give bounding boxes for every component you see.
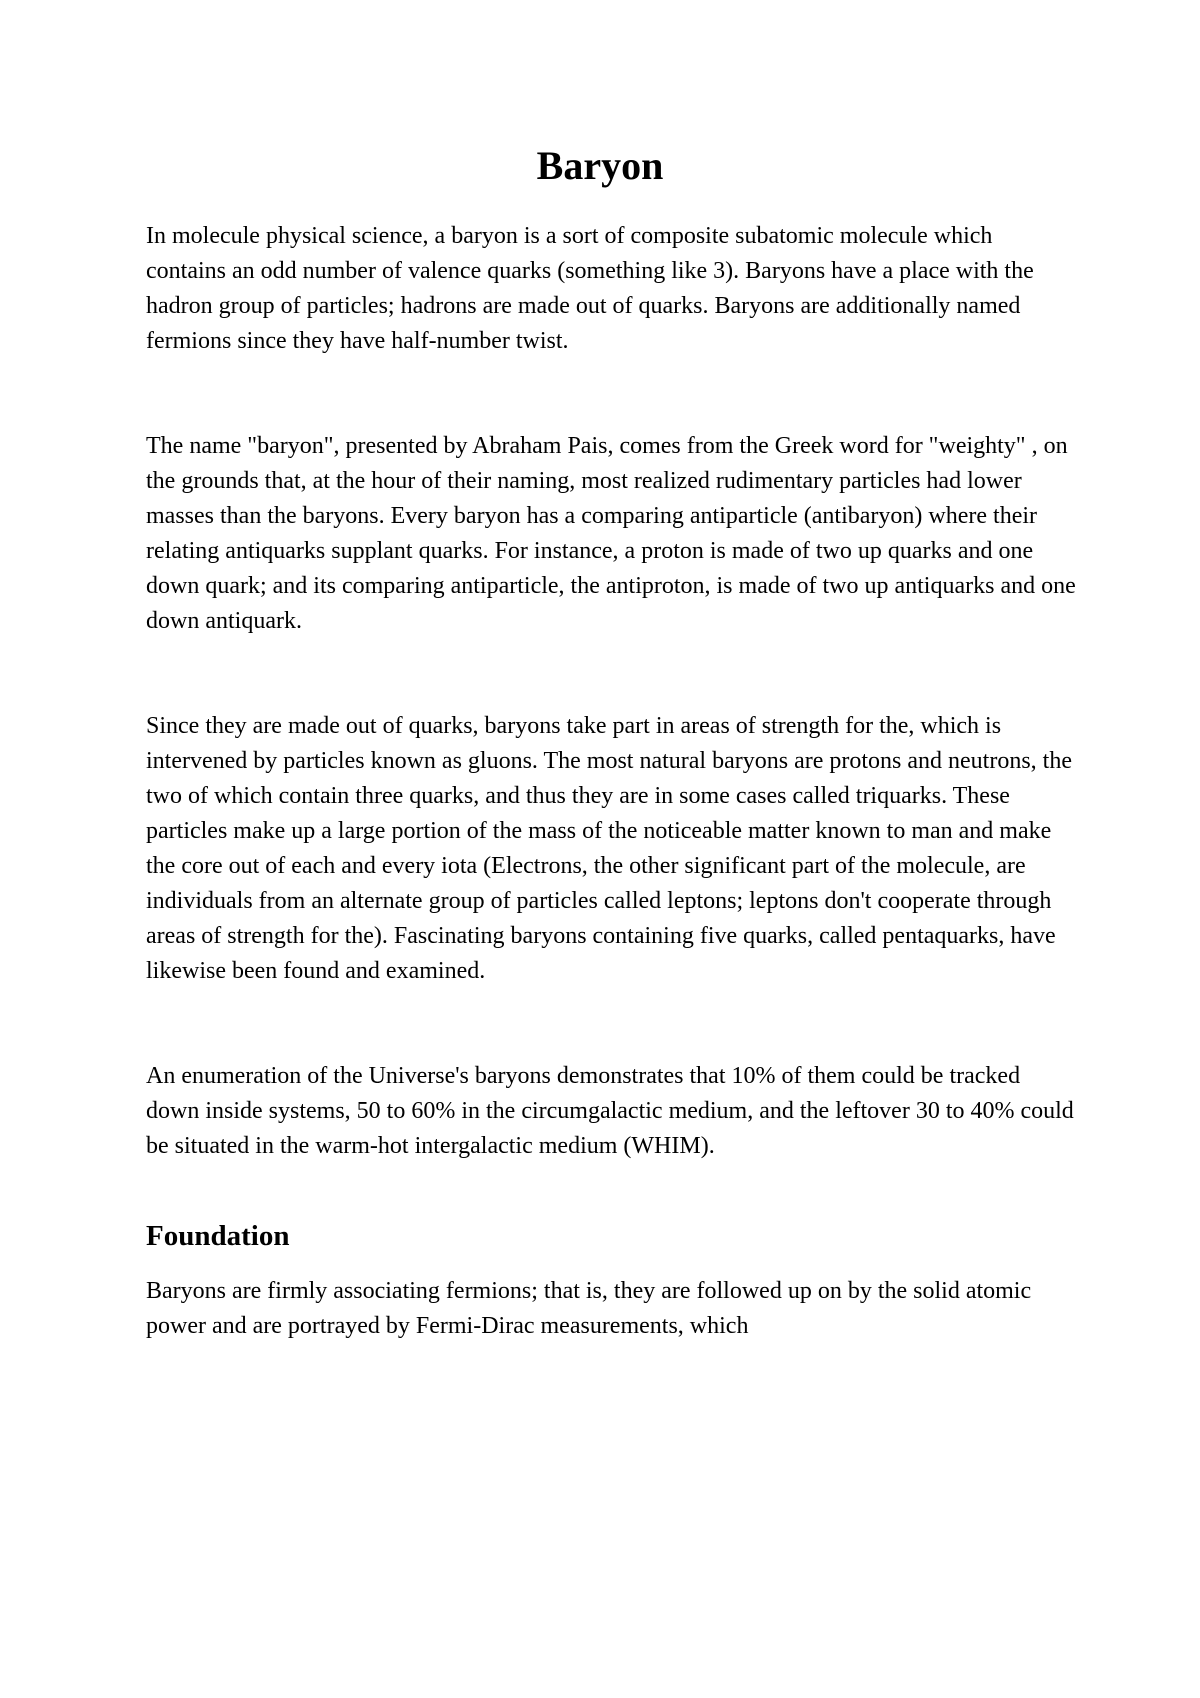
paragraph-quarks: Since they are made out of quarks, baryons take part in areas of strength for the, which is intervened by particles known as gluons. The most natural baryons are protons and neutrons, the two of which contain three quarks, and thus they are in some cases called triquarks. These particles make up a large portion of the mass of the noticeable matter known to man and make the core out of each and every iota (Electrons, the other significant part of the molecule, are individuals from an alternate group of particles called leptons; leptons don't cooperate through areas of strength for the). Fascinating baryons containing five quarks, called pentaquarks, have likewise been found and examined. [146,713,1073,984]
section-heading-foundation: Foundation [146,1220,290,1252]
paragraph-name-origin: The name "baryon", presented by Abraham Pais, comes from the Greek word for "weighty" , on the grounds that, at the hour of their naming, most realized rudimentary particles had lower masses than the baryons. Every baryon has a comparing antiparticle (antibaryon) where their relating antiquarks supplant quarks. For instance, a proton is made of two up quarks and one down quark; and its comparing antiparticle, the antiproton, is made of two up antiquarks and one down antiquark. [146,433,1076,634]
document-body [146,219,1076,1344]
paragraph-intro: In molecule physical science, a baryon is a sort of composite subatomic molecule which contains an odd number of valence quarks (something like 3). Baryons have a place with the hadron group of particles; hadrons are made out of quarks. Baryons are additionally named fermions since they have half-number twist. [146,223,1034,354]
paragraph-enumeration: An enumeration of the Universe's baryons demonstrates that 10% of them could be tracked down inside systems, 50 to 60% in the circumgalactic medium, and the leftover 30 to 40% could be situated in the warm-hot intergalactic medium (WHIM). [146,1063,1074,1159]
paragraph-foundation: Baryons are firmly associating fermions; that is, they are followed up on by the solid atomic power and are portrayed by Fermi-Dirac measurements, which [146,1278,1032,1339]
document-title: Baryon [536,143,664,188]
